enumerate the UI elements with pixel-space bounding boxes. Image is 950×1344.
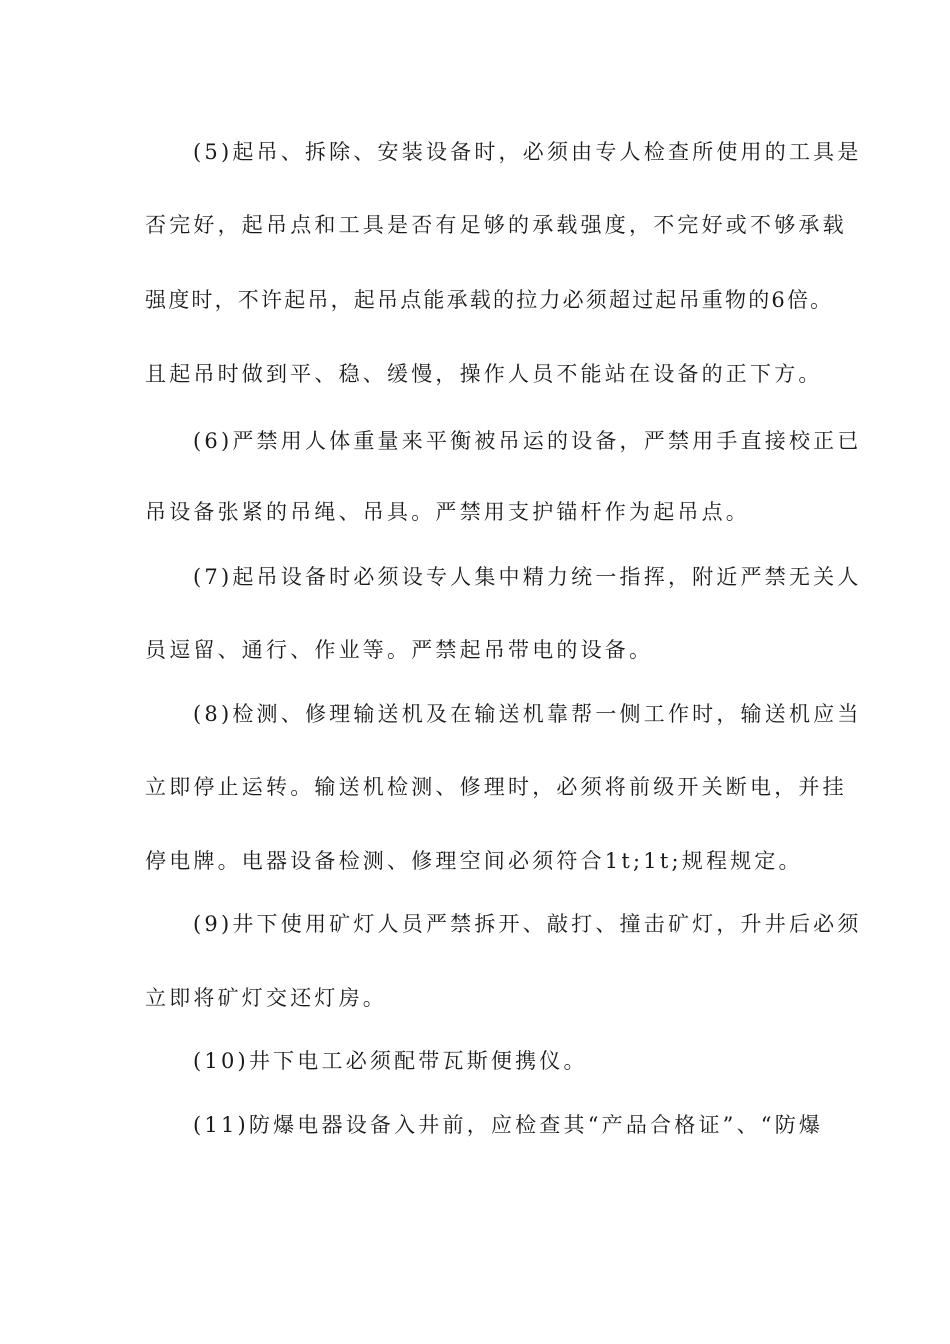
paragraph-5-line-3: 强度时，不许起吊，起吊点能承载的拉力必须超过起吊重物的6倍。	[145, 288, 834, 312]
paragraph-8-line-2: 立即停止运转。输送机检测、修理时，必须将前级开关断电，并挂	[145, 775, 847, 799]
paragraph-6-line-2: 吊设备张紧的吊绳、吊具。严禁用支护锚杆作为起吊点。	[145, 500, 750, 524]
paragraph-7-line-1: (7)起吊设备时必须设专人集中精力统一指挥，附近严禁无关人	[193, 565, 862, 589]
paragraph-6-line-1: (6)严禁用人体重量来平衡被吊运的设备，严禁用手直接校正已	[193, 429, 862, 453]
paragraph-7-line-2: 员逗留、通行、作业等。严禁起吊带电的设备。	[145, 638, 654, 662]
paragraph-9-line-2: 立即将矿灯交还灯房。	[145, 986, 387, 1010]
paragraph-10-line-1: (10)井下电工必须配带瓦斯便携仪。	[193, 1049, 588, 1073]
paragraph-11-line-1: (11)防爆电器设备入井前，应检查其“产品合格证”、“防爆	[193, 1113, 824, 1137]
paragraph-5-line-4: 且起吊时做到平、稳、缓慢，操作人员不能站在设备的正下方。	[145, 362, 823, 386]
paragraph-8-line-3: 停电牌。电器设备检测、修理空间必须符合1t;1t;规程规定。	[145, 849, 803, 873]
paragraph-5-line-2: 否完好，起吊点和工具是否有足够的承载强度，不完好或不够承载	[145, 213, 847, 237]
paragraph-5-line-1: (5)起吊、拆除、安装设备时，必须由专人检查所使用的工具是	[193, 140, 862, 164]
paragraph-8-line-1: (8)检测、修理输送机及在输送机靠帮一侧工作时，输送机应当	[193, 702, 862, 726]
paragraph-9-line-1: (9)井下使用矿灯人员严禁拆开、敲打、撞击矿灯，升井后必须	[193, 912, 862, 936]
